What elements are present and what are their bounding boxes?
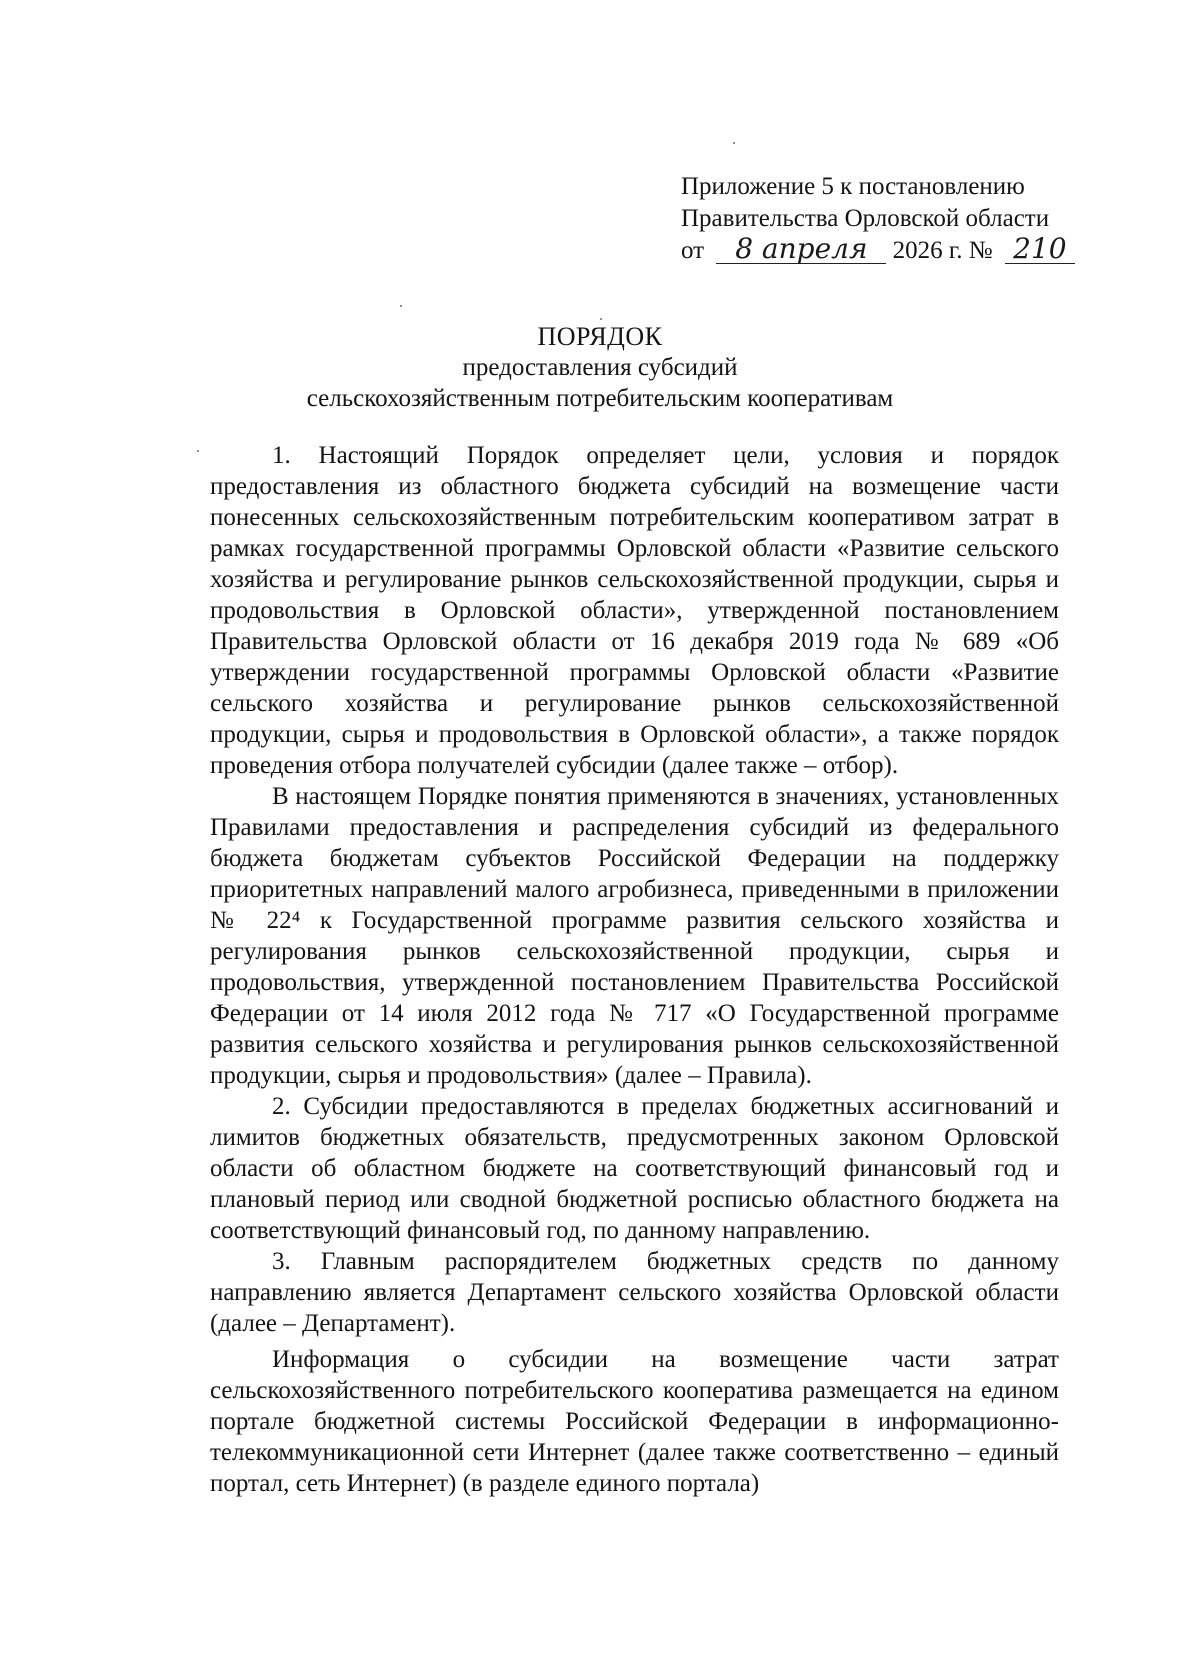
year-number-label: 2026 г. № — [892, 237, 993, 264]
paragraph-2: В настоящем Порядке понятия применяются в значениях, установленных Правилами предоставления и распределения субсидий из федерального бюджета бюджетам субъектов Российской Федерации на поддержку приоритетных направлений малого агробизнеса, приведенными в приложении № 22⁴ к Государственной программе развития сельского хозяйства и регулирования рынков сельскохозяйственной продукции, сырья и продовольствия, утвержденной постановлением Правительства Российской Федерации от 14 июля 2012 года № 717 «О Государственной программе развития сельского хозяйства и регулирования рынков сельскохозяйственной продукции, сырья и продовольствия» (далее – Правила). — [210, 783, 1059, 1089]
scan-speck — [400, 305, 402, 307]
handwritten-date: 8 апреля — [716, 235, 886, 264]
document-title: ПОРЯДОК — [537, 322, 663, 351]
appendix-header — [681, 171, 1101, 267]
handwritten-number: 210 — [1005, 235, 1075, 264]
date-prefix: от — [681, 237, 705, 264]
appendix-line-3 — [681, 232, 1101, 267]
scan-speck — [733, 142, 735, 144]
paragraph-3: 2. Субсидии предоставляются в пределах бюджетных ассигнований и лимитов бюджетных обязательств, предусмотренных законом Орловской области об областном бюджете на соответствующий финансовый год и плановый период или сводной бюджетной росписью областного бюджета на соответствующий финансовый год, по данному направлению. — [210, 1093, 1059, 1244]
document-subtitle-1: предоставления субсидий — [462, 354, 738, 381]
document-body — [210, 440, 1059, 1499]
appendix-line-2: Правительства Орловской области — [681, 205, 1050, 232]
scan-speck — [600, 318, 602, 320]
document-title-block — [0, 321, 1200, 414]
paragraph-4: 3. Главным распорядителем бюджетных средств по данному направлению является Департамент сельского хозяйства Орловской области (далее – Департамент). — [210, 1248, 1059, 1337]
document-subtitle-2: сельскохозяйственным потребительским кооперативам — [306, 385, 894, 412]
paragraph-1: 1. Настоящий Порядок определяет цели, условия и порядок предоставления из областного бюджета субсидий на возмещение части понесенных сельскохозяйственным потребительским кооперативом затрат в рамках государственной программы Орловской области «Развитие сельского хозяйства и регулирование рынков сельскохозяйственной продукции, сырья и продовольствия в Орловской области», утвержденной постановлением Правительства Орловской области от 16 декабря 2019 года № 689 «Об утверждении государственной программы Орловской области «Развитие сельского хозяйства и регулирование рынков сельскохозяйственной продукции, сырья и продовольствия в Орловской области», а также порядок проведения отбора получателей субсидии (далее также – отбор). — [210, 442, 1059, 779]
appendix-line-1: Приложение 5 к постановлению — [681, 173, 1025, 200]
paragraph-5: Информация о субсидии на возмещение части затрат сельскохозяйственного потребительского кооператива размещается на едином портале бюджетной системы Российской Федерации в информационно-телекоммуникационной сети Интернет (далее также соответственно – единый портал, сеть Интернет) (в разделе единого портала) — [210, 1346, 1059, 1497]
scan-speck — [197, 450, 199, 452]
